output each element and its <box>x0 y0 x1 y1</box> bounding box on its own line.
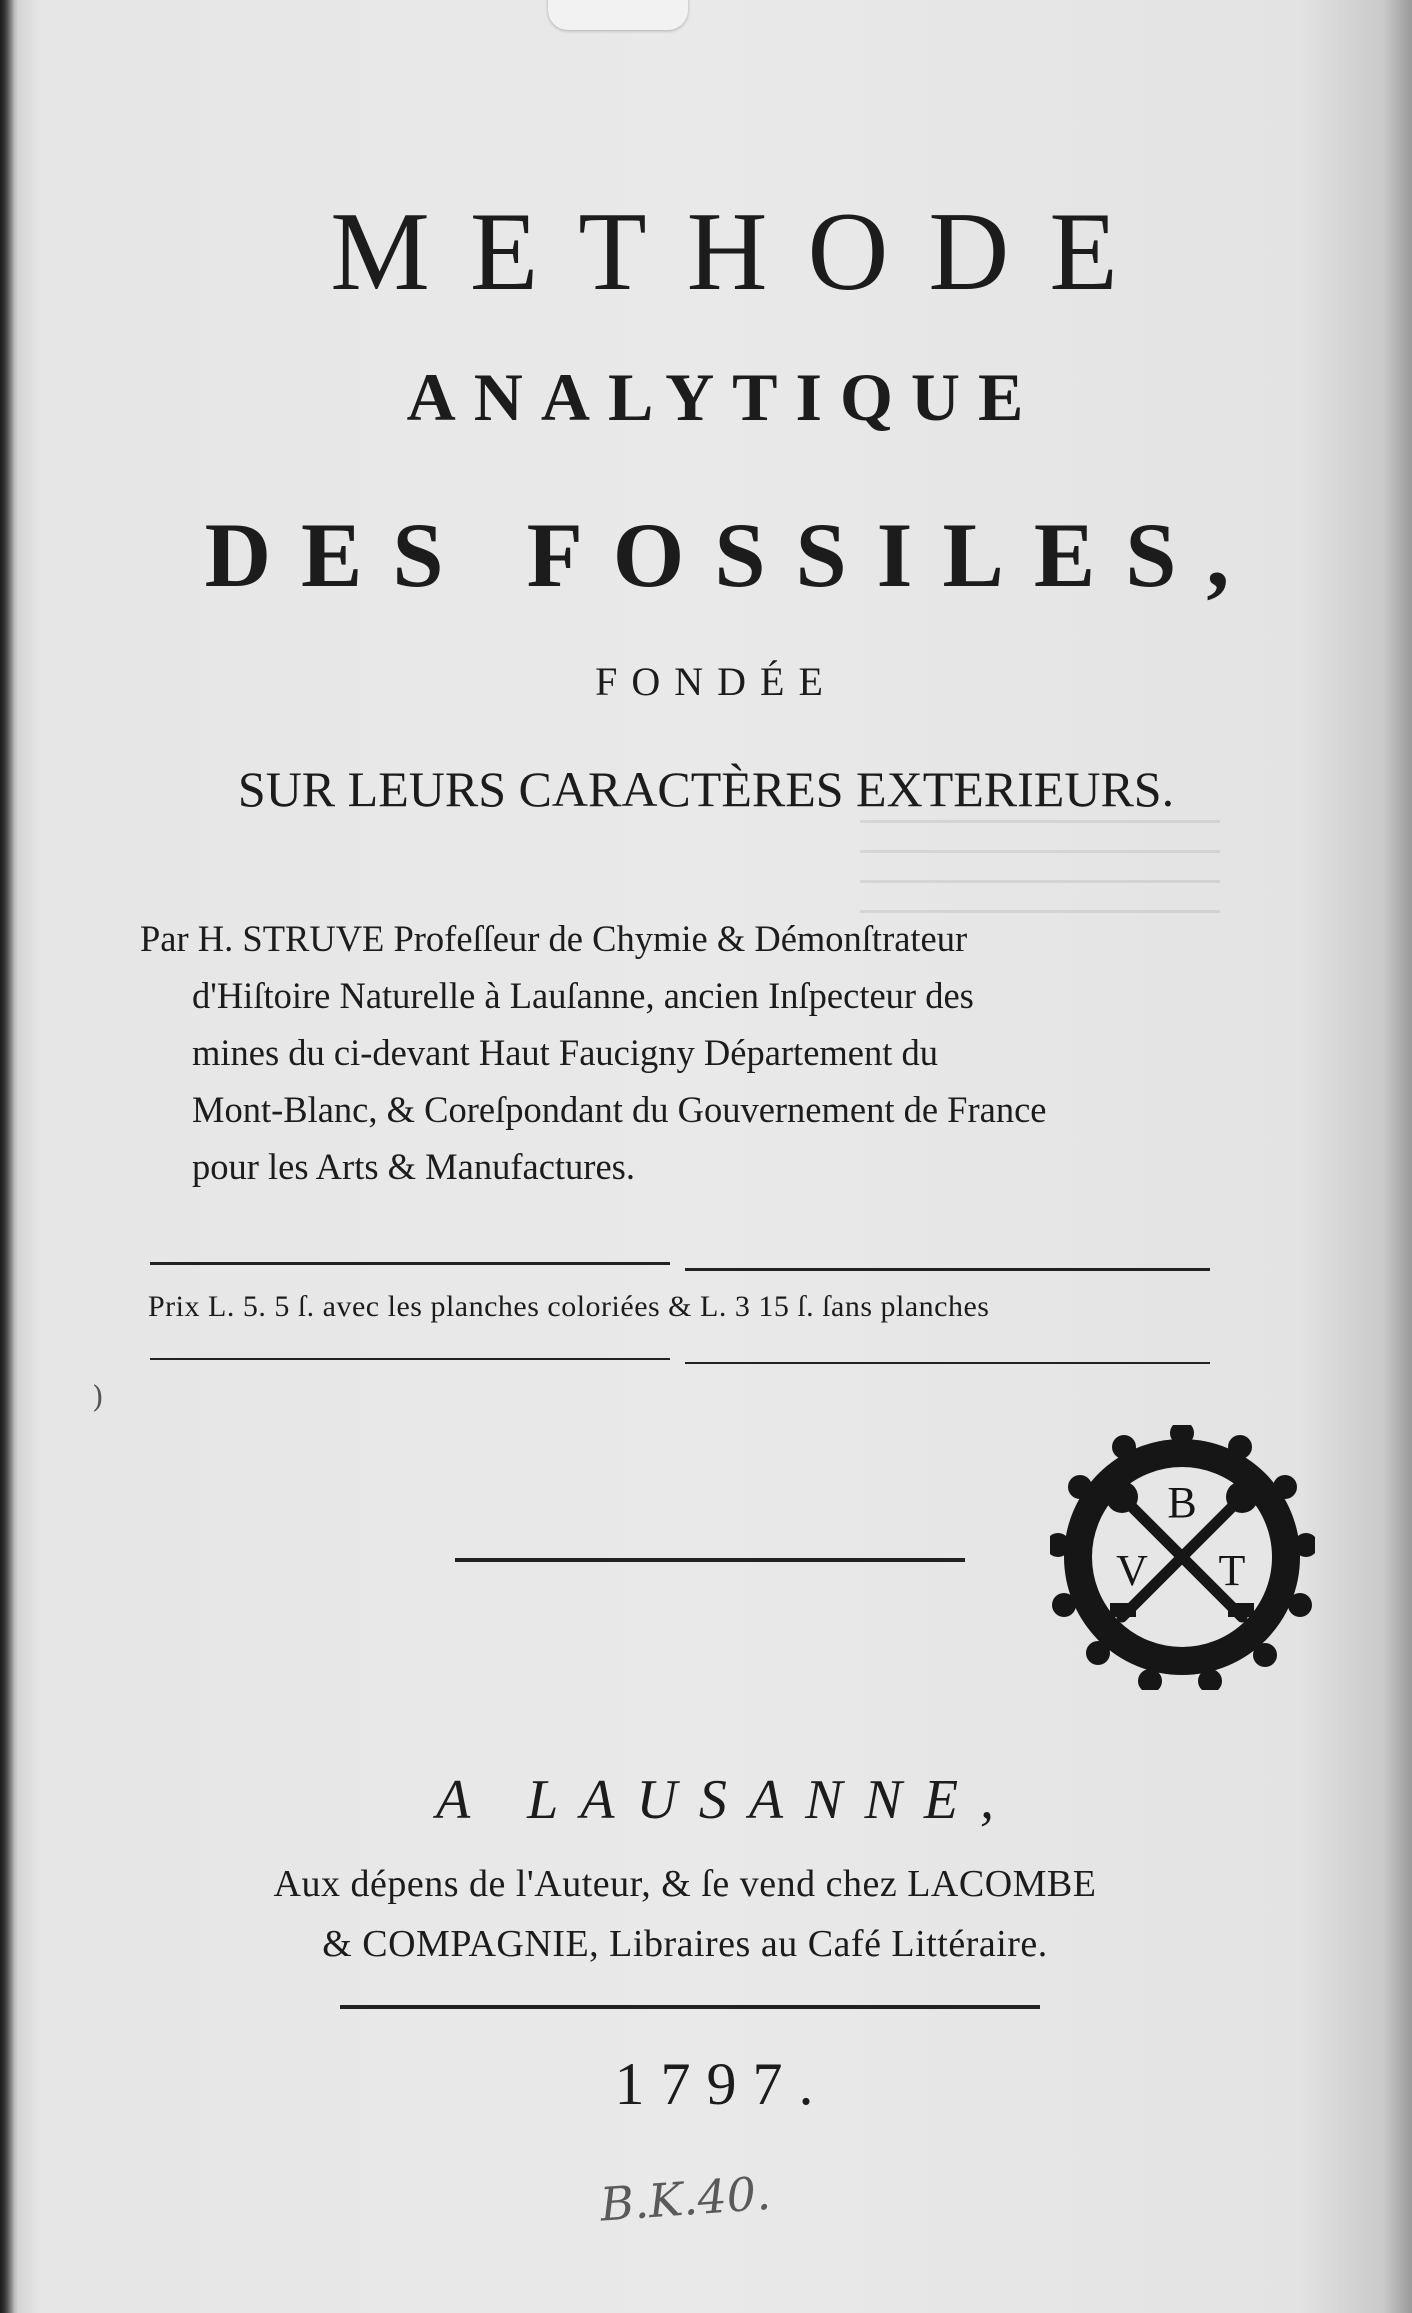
paper-tab <box>548 0 688 30</box>
imprint-publisher-line-2: & COMPAGNIE, Libraires au Café Littéraire. <box>322 1923 1048 1965</box>
stamp-letter-t: T <box>1218 1546 1246 1595</box>
imprint-city: A LAUSANNE, <box>435 1769 1017 1831</box>
rule-lower-left <box>150 1358 670 1360</box>
imprint-rule <box>340 2005 1040 2009</box>
title-line-analytique: ANALYTIQUE <box>406 359 1042 435</box>
title-line-caracteres: SUR LEURS CARACTÈRES EXTERIEURS. <box>237 761 1175 817</box>
author-line: d'Hiſtoire Naturelle à Lauſanne, ancien Inſpecteur des <box>192 975 974 1016</box>
rule-upper-right <box>685 1268 1210 1271</box>
title-line-methode: METHODE <box>330 190 1158 314</box>
library-stamp-icon <box>1050 1425 1315 1690</box>
rule-lower-right <box>685 1362 1210 1364</box>
stamp-letter-v: V <box>1116 1546 1148 1595</box>
binding-shadow <box>0 0 14 2313</box>
title-line-fondee: FONDÉE <box>595 659 837 704</box>
rule-upper-left <box>150 1262 670 1265</box>
ornamental-rule <box>455 1558 965 1562</box>
author-line: mines du ci-devant Haut Faucigny Département du <box>192 1032 939 1073</box>
author-paragraph <box>140 910 1220 1195</box>
author-line: Mont-Blanc, & Coreſpondant du Gouvernement de France <box>192 1089 1047 1130</box>
title-line-des-fossiles: DES FOSSILES, <box>204 504 1260 606</box>
imprint-year: 1797. <box>614 2051 830 2117</box>
margin-mark: ) <box>92 1380 104 1415</box>
stamp-letter-b: B <box>1167 1478 1197 1527</box>
author-line: Par H. STRUVE Profeſſeur de Chymie & Démonſtrateur <box>140 918 968 959</box>
author-line: pour les Arts & Manufactures. <box>192 1146 635 1187</box>
imprint-publisher-line-1: Aux dépens de l'Auteur, & ſe vend chez LACOMBE <box>273 1863 1097 1905</box>
handwritten-shelfmark: B.K.40. <box>598 2165 773 2232</box>
price-line: Prix L. 5. 5 ſ. avec les planches coloriées & L. 3 15 ſ. ſans planches <box>148 1290 990 1323</box>
